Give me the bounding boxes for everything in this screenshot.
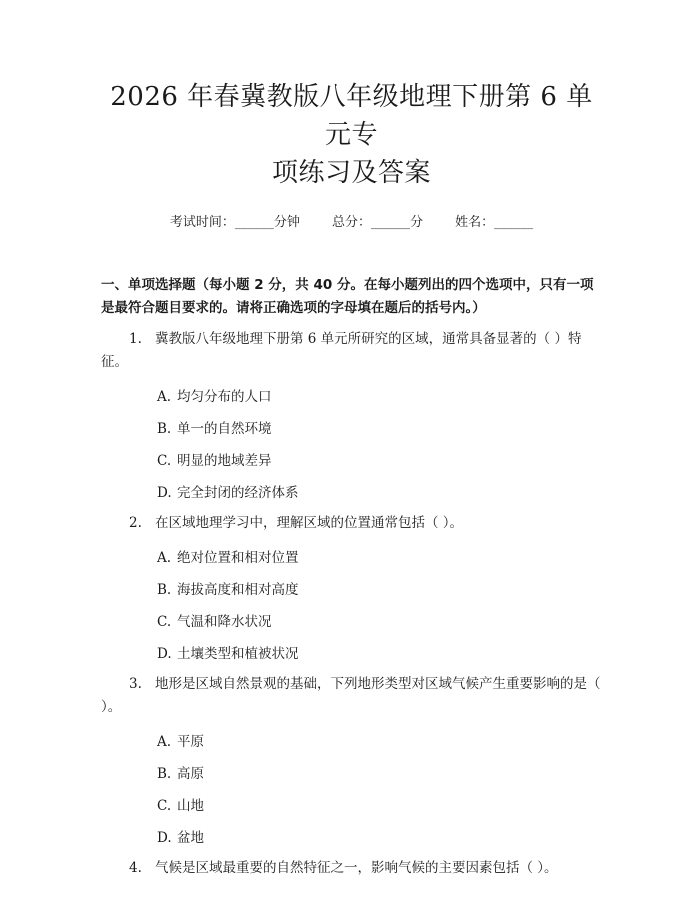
student-name-field: 姓名：______ — [455, 215, 534, 230]
answer-option — [101, 613, 602, 631]
question-number: 4. — [129, 860, 142, 876]
option-letter: C. — [157, 453, 172, 469]
question-stem: 在区域地理学习中，理解区域的位置通常包括（ ）。 — [155, 515, 464, 531]
option-text: 山地 — [177, 798, 204, 814]
option-text: 单一的自然环境 — [177, 421, 272, 437]
question-stem: 地形是区域自然景观的基础，下列地形类型对区域气候产生重要影响的是（ ）。 — [101, 676, 601, 715]
answer-option — [101, 797, 602, 815]
option-letter: D. — [157, 646, 172, 662]
option-text: 平原 — [177, 734, 204, 750]
question-text — [101, 328, 602, 374]
option-letter: B. — [157, 582, 172, 598]
answer-option — [101, 765, 602, 783]
option-letter: B. — [157, 766, 172, 782]
exam-info — [101, 214, 602, 232]
option-letter: A. — [157, 734, 172, 750]
option-text: 海拔高度和相对高度 — [177, 582, 299, 598]
option-text: 明显的地域差异 — [177, 453, 272, 469]
question-list — [101, 328, 602, 880]
answer-option — [101, 733, 602, 751]
question-number: 2. — [129, 515, 142, 531]
total-score-field: 总分：______分 — [331, 215, 423, 230]
option-letter: C. — [157, 614, 172, 630]
option-letter: B. — [157, 421, 172, 437]
option-letter: D. — [157, 830, 172, 846]
question-stem: 气候是区域最重要的自然特征之一，影响气候的主要因素包括（ ）。 — [155, 860, 558, 876]
option-text: 高原 — [177, 766, 204, 782]
option-letter: A. — [157, 550, 172, 566]
answer-option — [101, 581, 602, 599]
question-text — [101, 673, 602, 719]
option-text: 完全封闭的经济体系 — [177, 485, 299, 501]
option-letter: C. — [157, 798, 172, 814]
option-text: 土壤类型和植被状况 — [177, 646, 299, 662]
question-text — [101, 857, 602, 880]
answer-option — [101, 645, 602, 663]
title-line-2: 项练习及答案 — [271, 158, 431, 188]
exam-time-field: 考试时间：______分钟 — [169, 215, 300, 230]
answer-option — [101, 829, 602, 847]
question-number: 1. — [129, 331, 142, 347]
answer-option — [101, 388, 602, 406]
option-letter: A. — [157, 389, 172, 405]
question-block — [101, 512, 602, 663]
option-text: 均匀分布的人口 — [177, 389, 272, 405]
question-stem: 冀教版八年级地理下册第 6 单元所研究的区域，通常具备显著的（ ）特征。 — [101, 331, 582, 370]
answer-option — [101, 452, 602, 470]
question-block — [101, 328, 602, 502]
page-title — [101, 78, 602, 192]
option-text: 气温和降水状况 — [177, 614, 272, 630]
answer-option — [101, 549, 602, 567]
answer-option — [101, 420, 602, 438]
question-number: 3. — [129, 676, 142, 692]
title-line-1: 2026 年春冀教版八年级地理下册第 6 单元专 — [110, 82, 593, 150]
question-text — [101, 512, 602, 535]
option-text: 绝对位置和相对位置 — [177, 550, 299, 566]
answer-option — [101, 484, 602, 502]
question-block — [101, 673, 602, 847]
option-text: 盆地 — [177, 830, 204, 846]
section-header: 一、单项选择题（每小题 2 分，共 40 分。在每小题列出的四个选项中，只有一项是最符合题目要求的。请将正确选项的字母填在题后的括号内。） — [101, 277, 594, 316]
option-letter: D. — [157, 485, 172, 501]
question-block — [101, 857, 602, 880]
